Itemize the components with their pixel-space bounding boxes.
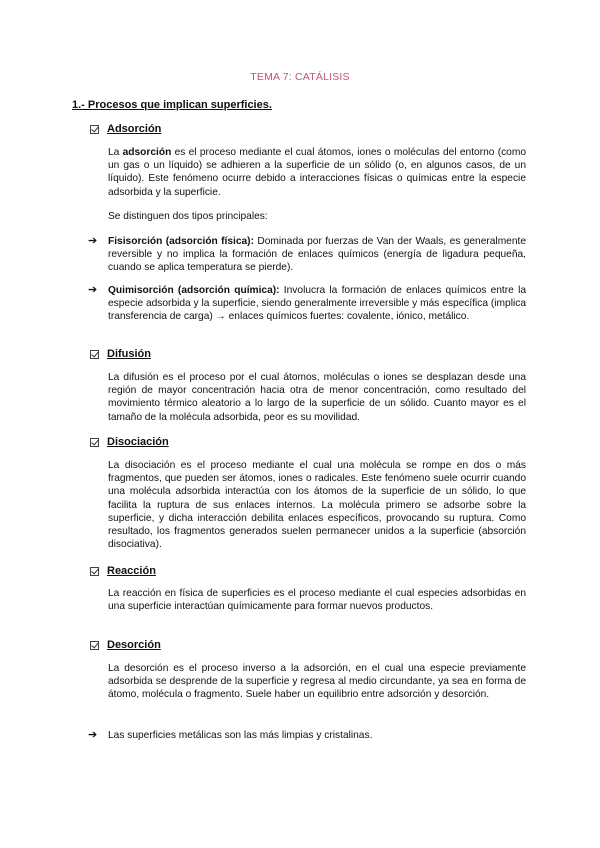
- subsection-difusion: [90, 348, 151, 360]
- desorcion-paragraph: La desorción es el proceso inverso a la adsorción, en el cual una especie previamente adsorbida se desprende de la superficie y regresa al medio circundante, ya sea en forma de átomo, molécula o fragmento. Suele haber un equilibrio entre adsorción y desorción.: [108, 663, 526, 701]
- arrow-right-icon: ➔: [88, 729, 98, 741]
- subsection-title: Difusión: [107, 348, 151, 360]
- bullet-superficies-metalicas: ➔ Las superficies metálicas son las más limpias y cristalinas.: [88, 729, 373, 741]
- checkbox-icon: [90, 125, 99, 134]
- checkbox-icon: [90, 438, 99, 447]
- subsection-adsorcion: [90, 123, 161, 135]
- document-title: TEMA 7: CATÁLISIS: [250, 71, 350, 83]
- subsection-disociacion: [90, 436, 169, 448]
- adsorcion-paragraph: La adsorción es el proceso mediante el cual átomos, iones o moléculas del entorno (como un gas o un líquido) se adhieren a la superficie de un sólido (o, en algunos casos, de un líquido). Este fenómeno ocurre debido a interacciones físicas o químicas entre la especie adsorbida y la superficie.: [108, 147, 527, 198]
- checkbox-icon: [90, 350, 99, 359]
- subsection-title: Reacción: [107, 565, 156, 577]
- bullet-quimisorcion: ➔ Quimisorción (adsorción química): Involucra la formación de enlaces químicos entre la especie adsorbida y la superficie, siendo generalmente irreversible y más específica (implica transferencia de carga) → enlaces químicos fuertes: covalente, iónico, metálico.: [88, 284, 526, 323]
- adsorcion-types-intro: Se distinguen dos tipos principales:: [108, 211, 268, 222]
- subsection-reaccion: [90, 565, 156, 577]
- arrow-right-icon: ➔: [88, 284, 98, 296]
- subsection-title: Disociación: [107, 436, 169, 448]
- checkbox-icon: [90, 641, 99, 650]
- section-heading: 1.- Procesos que implican superficies.: [72, 99, 272, 111]
- disociacion-paragraph: La disociación es el proceso mediante el cual una molécula se rompe en dos o más fragmentos, que pueden ser átomos, iones o radicales. Este fenómeno suele ocurrir cuando una molécula adsorbida interactúa con los átomos de la superficie de un sólido, lo que facilita la ruptura de sus enlaces internos. La molécula primero se adsorbe sobre la superficie, y dicha interacción debilita enlaces específicos, provocando su ruptura. Como resultado, los fragmentos generados suelen permanecer unidos a la superficie (absorción disociativa).: [108, 460, 526, 551]
- bullet-fisisorcion: ➔ Fisisorción (adsorción física): Dominada por fuerzas de Van der Waals, es generalmente reversible y no implica la formación de enlaces químicos (energía de ligadura pequeña, cuando se aplica temperatura se pierde).: [88, 235, 527, 274]
- subsection-desorcion: [90, 639, 161, 651]
- subsection-title: Desorción: [107, 639, 161, 651]
- checkbox-icon: [90, 567, 99, 576]
- arrow-right-icon: ➔: [88, 235, 98, 247]
- reaccion-paragraph: La reacción en física de superficies es el proceso mediante el cual especies adsorbidas en una superficie interactúan químicamente para formar nuevos productos.: [108, 588, 526, 613]
- difusion-paragraph: La difusión es el proceso por el cual átomos, moléculas o iones se desplazan desde una región de mayor concentración hacia otra de menor concentración, como resultado del movimiento térmico aleatorio a lo largo de la superficie de un sólido. Cuanto mayor es el tamaño de la molécula adsorbida, peor es su movilidad.: [108, 372, 526, 423]
- subsection-title: Adsorción: [107, 123, 162, 135]
